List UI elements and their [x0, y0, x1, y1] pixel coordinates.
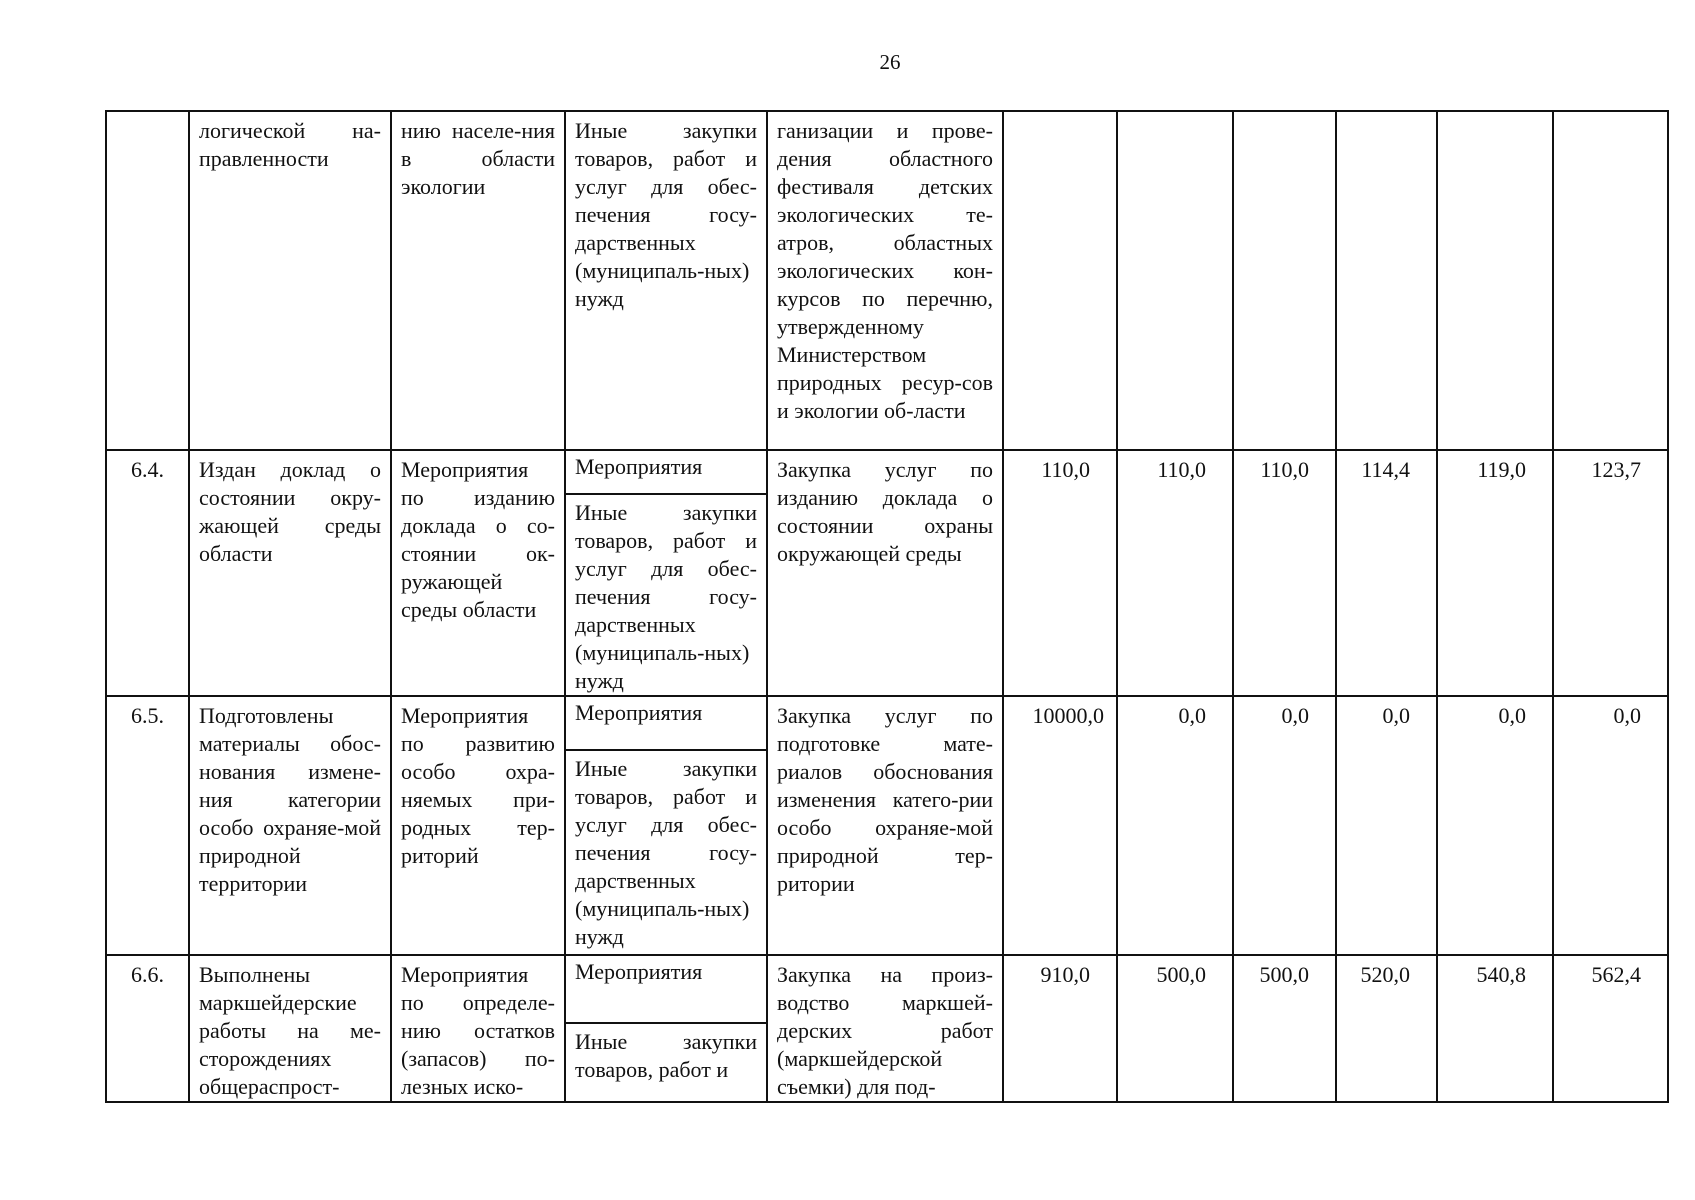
expense-type-top: Мероприятия	[566, 956, 766, 1024]
value-cell: 110,0	[1233, 450, 1336, 696]
description-cell: Закупка услуг по изданию доклада о состоянии охраны окружающей среды	[767, 450, 1003, 696]
value-cell: 0,0	[1336, 696, 1437, 955]
expense-type-cell: Иные закупки товаров, работ и услуг для обес-печения госу-дарственных (муниципаль-ных) нужд	[565, 111, 767, 450]
value-cell	[1553, 111, 1668, 450]
value-cell	[1117, 111, 1233, 450]
event-cell: Мероприятия по определе-нию остатков (запасов) по-лезных иско-	[391, 955, 565, 1102]
value-cell: 910,0	[1003, 955, 1117, 1102]
value-cell: 110,0	[1003, 450, 1117, 696]
table-row	[106, 955, 1668, 1102]
value-cell: 562,4	[1553, 955, 1668, 1102]
value-cell: 540,8	[1437, 955, 1553, 1102]
result-cell: Издан доклад о состоянии окру-жающей среды области	[189, 450, 391, 696]
result-cell: Выполнены маркшейдерские работы на ме-сторождениях общераспрост-	[189, 955, 391, 1102]
value-cell: 0,0	[1117, 696, 1233, 955]
value-cell: 500,0	[1233, 955, 1336, 1102]
expense-type-cell	[565, 696, 767, 955]
value-cell: 110,0	[1117, 450, 1233, 696]
value-cell: 123,7	[1553, 450, 1668, 696]
value-cell: 0,0	[1233, 696, 1336, 955]
expense-type-top: Мероприятия	[566, 451, 766, 495]
page-number: 26	[879, 50, 901, 74]
expense-type-cell	[565, 450, 767, 696]
value-cell	[1437, 111, 1553, 450]
value-cell: 0,0	[1553, 696, 1668, 955]
row-number: 6.5.	[106, 696, 189, 955]
table-row	[106, 450, 1668, 696]
expense-type-cell	[565, 955, 767, 1102]
description-cell: Закупка услуг по подготовке мате-риалов обоснования изменения катего-рии особо охраняе-мой природной тер-ритории	[767, 696, 1003, 955]
value-cell: 0,0	[1437, 696, 1553, 955]
event-cell: нию населе-ния в области экологии	[391, 111, 565, 450]
value-cell	[1233, 111, 1336, 450]
expense-type-bottom: Иные закупки товаров, работ и услуг для обес-печения госу-дарственных (муниципаль-ных) нужд	[575, 756, 757, 949]
value-cell	[1336, 111, 1437, 450]
value-cell: 520,0	[1336, 955, 1437, 1102]
program-table	[105, 110, 1669, 1103]
row-number	[106, 111, 189, 450]
row-number: 6.6.	[106, 955, 189, 1102]
result-cell: Подготовлены материалы обос-нования измене-ния категории особо охраняе-мой природной территории	[189, 696, 391, 955]
result-cell: логической на-правленности	[189, 111, 391, 450]
row-number: 6.4.	[106, 450, 189, 696]
value-cell: 500,0	[1117, 955, 1233, 1102]
value-cell: 10000,0	[1003, 696, 1117, 955]
expense-type-bottom: Иные закупки товаров, работ и услуг для обес-печения госу-дарственных (муниципаль-ных) нужд	[575, 500, 757, 693]
table-row	[106, 696, 1668, 955]
description-cell: Закупка на произ-водство маркшей-дерских работ (маркшейдерской съемки) для под-	[767, 955, 1003, 1102]
expense-type-bottom: Иные закупки товаров, работ и	[575, 1029, 757, 1082]
expense-type-top: Мероприятия	[566, 697, 766, 751]
description-cell: ганизации и прове-дения областного фестиваля детских экологических те-атров, областных экологических кон-курсов по перечню, утвержденному Министерством природных ресур-сов и экологии об-ласти	[767, 111, 1003, 450]
value-cell: 114,4	[1336, 450, 1437, 696]
event-cell: Мероприятия по изданию доклада о со-стоянии ок-ружающей среды области	[391, 450, 565, 696]
value-cell	[1003, 111, 1117, 450]
table-row	[106, 111, 1668, 450]
event-cell: Мероприятия по развитию особо охра-няемых при-родных тер-риторий	[391, 696, 565, 955]
value-cell: 119,0	[1437, 450, 1553, 696]
